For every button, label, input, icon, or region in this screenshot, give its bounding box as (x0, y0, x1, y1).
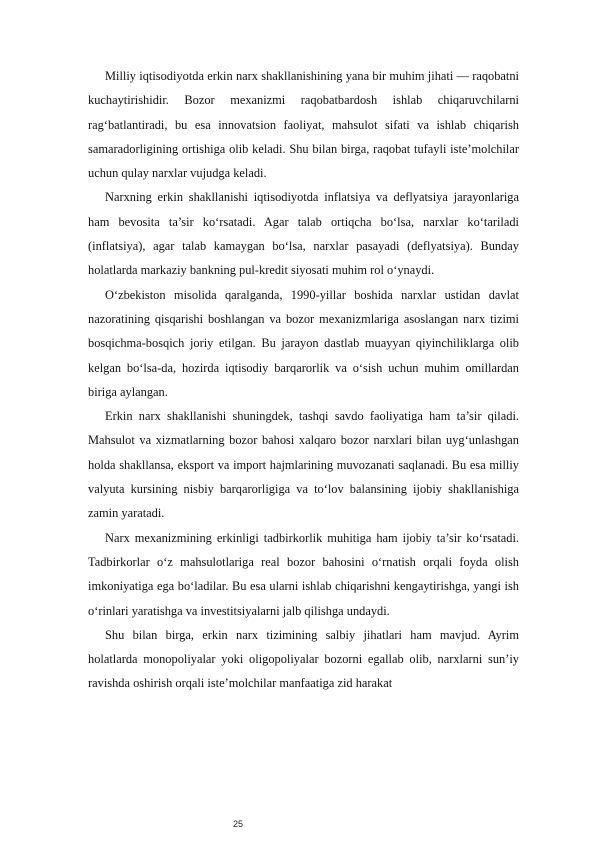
paragraph-6: Shu bilan birga, erkin narx tizimining salbiy jihatlari ham mavjud. Ayrim holatlarda monopoliyalar yoki oligopoliyalar bozorni egallab olib, narxlarni sun’iy ravishda oshirish orqali iste’molchilar manfaatiga zid harakat (88, 627, 519, 691)
paragraph-5: Narx mexanizmining erkinligi tadbirkorlik muhitiga ham ijobiy ta’sir ko‘rsatadi. Tadbirkorlar o‘z mahsulotlariga real bozor bahosini o‘rnatish orqali foyda olish imkoniyatiga ega bo‘ladilar. Bu esa ularni ishlab chiqarishni kengaytirishga, yangi ish o‘rinlari yaratishga va investitsiyalarni jalb qilishga undaydi. (88, 530, 519, 618)
paragraph-3: O‘zbekiston misolida qaralganda, 1990-yillar boshida narxlar ustidan davlat nazoratining qisqarishi boshlangan va bozor mexanizmlariga asoslangan narx tizimi bosqichma-bosqich joriy etilgan. Bu jarayon dastlab muayyan qiyinchiliklarga olib kelgan bo‘lsa-da, hozirda iqtisodiy barqarorlik va o‘sish uchun muhim omillardan biriga aylangan. (88, 287, 519, 399)
paragraph-1: Milliy iqtisodiyotda erkin narx shakllanishining yana bir muhim jihati — raqobatni kuchaytirishidir. Bozor mexanizmi raqobatbardosh ishlab chiqaruvchilarni rag‘batlantiradi, bu esa innovatsion faoliyat, mahsulot sifati va ishlab chiqarish samaradorligining ortishiga olib keladi. Shu bilan birga, raqobat tufayli iste’molchilar uchun qulay narxlar vujudga keladi. (88, 69, 519, 181)
paragraph-2: Narxning erkin shakllanishi iqtisodiyotda inflatsiya va deflyatsiya jarayonlariga ham bevosita ta’sir ko‘rsatadi. Agar talab ortiqcha bo‘lsa, narxlar ko‘tariladi (inflatsiya), agar talab kamaygan bo‘lsa, narxlar pasayadi (deflyatsiya). Bunday holatlarda markaziy bankning pul-kredit siyosati muhim rol o‘ynaydi. (88, 190, 519, 278)
document-body (88, 64, 519, 696)
paragraph-4: Erkin narx shakllanishi shuningdek, tashqi savdo faoliyatiga ham ta’sir qiladi. Mahsulot va xizmatlarning bozor bahosi xalqaro bozor narxlari bilan uyg‘unlashgan holda shakllansa, eksport va import hajmlarining muvozanati saqlanadi. Bu esa milliy valyuta kursining nisbiy barqarorligiga va to‘lov balansining ijobiy shakllanishiga zamin yaratadi. (88, 409, 519, 521)
page-number: 25 (232, 819, 243, 829)
